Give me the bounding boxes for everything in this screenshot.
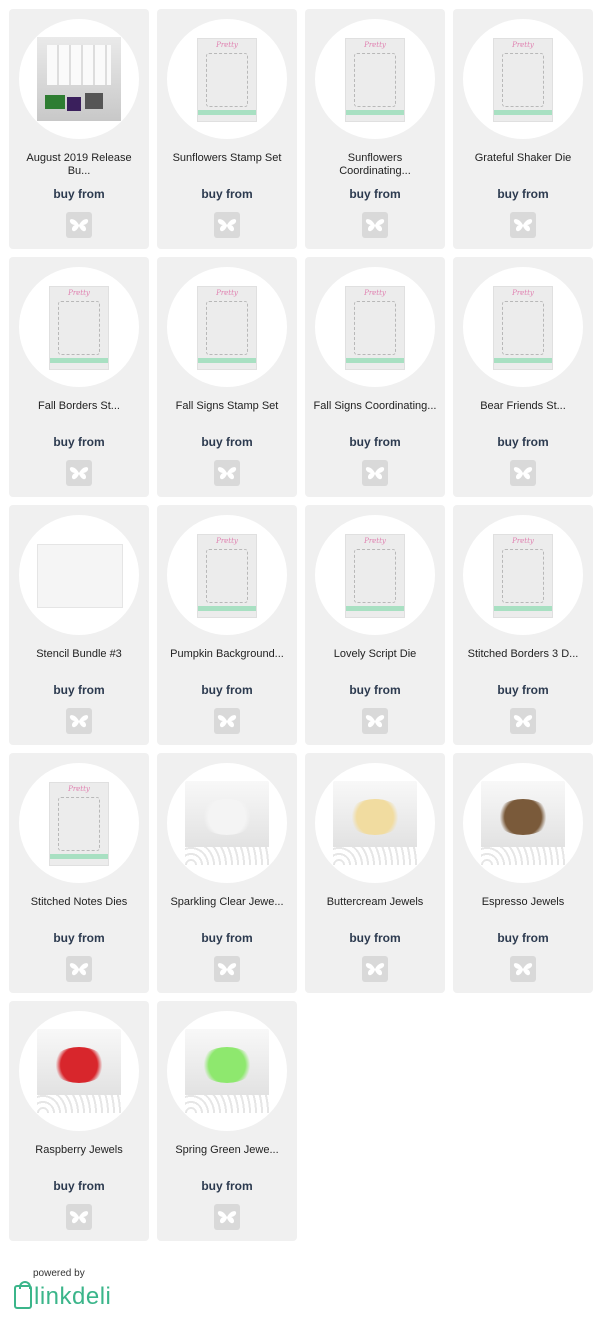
store-button[interactable] bbox=[510, 460, 536, 486]
store-button[interactable] bbox=[362, 460, 388, 486]
product-thumb-circle[interactable] bbox=[167, 763, 287, 883]
butterfly-icon bbox=[69, 961, 89, 977]
product-image: Pretty bbox=[49, 782, 109, 866]
product-card[interactable] bbox=[453, 257, 593, 497]
product-thumb-circle[interactable] bbox=[19, 267, 139, 387]
store-button[interactable] bbox=[214, 956, 240, 982]
product-title[interactable]: Stencil Bundle #3 bbox=[36, 648, 122, 660]
product-image: Pretty bbox=[345, 534, 405, 618]
store-button[interactable] bbox=[66, 1204, 92, 1230]
product-title[interactable]: Pumpkin Background... bbox=[170, 648, 284, 660]
product-title[interactable]: Stitched Notes Dies bbox=[30, 896, 128, 908]
product-card[interactable] bbox=[157, 9, 297, 249]
store-button[interactable] bbox=[214, 708, 240, 734]
product-image: Pretty bbox=[197, 534, 257, 618]
product-thumb-circle[interactable] bbox=[19, 515, 139, 635]
powered-by-text: powered by bbox=[33, 1268, 85, 1279]
product-thumb-circle[interactable] bbox=[19, 19, 139, 139]
product-thumb-circle[interactable] bbox=[463, 19, 583, 139]
butterfly-icon bbox=[513, 217, 533, 233]
product-thumb-circle[interactable] bbox=[19, 1011, 139, 1131]
product-card[interactable] bbox=[305, 505, 445, 745]
product-image: Pretty bbox=[49, 286, 109, 370]
store-button[interactable] bbox=[362, 212, 388, 238]
product-image: Pretty bbox=[493, 534, 553, 618]
buy-from-label[interactable]: buy from bbox=[201, 931, 253, 945]
product-card[interactable] bbox=[9, 753, 149, 993]
product-title[interactable]: Sunflowers Coordinating... bbox=[339, 152, 411, 177]
jewel-pile bbox=[199, 1047, 255, 1083]
product-title[interactable]: Raspberry Jewels bbox=[35, 1144, 123, 1156]
buy-from-label[interactable]: buy from bbox=[497, 435, 549, 449]
product-image bbox=[481, 781, 565, 865]
product-thumb-circle[interactable] bbox=[315, 763, 435, 883]
buy-from-label[interactable]: buy from bbox=[349, 683, 401, 697]
butterfly-icon bbox=[69, 1209, 89, 1225]
butterfly-icon bbox=[217, 961, 237, 977]
store-button[interactable] bbox=[362, 708, 388, 734]
jewel-pile bbox=[347, 799, 403, 835]
product-thumb-circle[interactable] bbox=[167, 515, 287, 635]
product-card[interactable] bbox=[9, 9, 149, 249]
product-grid bbox=[9, 9, 596, 1241]
butterfly-icon bbox=[513, 465, 533, 481]
product-title[interactable]: Grateful Shaker Die bbox=[474, 152, 572, 164]
store-button[interactable] bbox=[214, 460, 240, 486]
store-button[interactable] bbox=[510, 956, 536, 982]
product-card[interactable] bbox=[157, 257, 297, 497]
product-image: Pretty bbox=[493, 286, 553, 370]
product-image bbox=[333, 781, 417, 865]
product-card[interactable] bbox=[305, 753, 445, 993]
butterfly-icon bbox=[217, 1209, 237, 1225]
store-button[interactable] bbox=[510, 708, 536, 734]
store-button[interactable] bbox=[66, 956, 92, 982]
product-title[interactable]: Fall Signs Stamp Set bbox=[175, 400, 279, 412]
product-image: Pretty bbox=[345, 286, 405, 370]
product-thumb-circle[interactable] bbox=[19, 763, 139, 883]
product-thumb-circle[interactable] bbox=[463, 763, 583, 883]
butterfly-icon bbox=[69, 217, 89, 233]
product-thumb-circle[interactable] bbox=[167, 19, 287, 139]
store-button[interactable] bbox=[66, 460, 92, 486]
product-card[interactable] bbox=[305, 9, 445, 249]
product-card[interactable] bbox=[305, 257, 445, 497]
product-image bbox=[185, 1029, 269, 1113]
product-card[interactable] bbox=[9, 505, 149, 745]
product-image: Pretty bbox=[493, 38, 553, 122]
product-title[interactable]: Bear Friends St... bbox=[480, 400, 566, 412]
product-thumb-circle[interactable] bbox=[315, 515, 435, 635]
buy-from-label[interactable]: buy from bbox=[53, 435, 105, 449]
store-button[interactable] bbox=[510, 212, 536, 238]
product-title[interactable]: Sunflowers Stamp Set bbox=[172, 152, 282, 164]
store-button[interactable] bbox=[362, 956, 388, 982]
butterfly-icon bbox=[217, 465, 237, 481]
product-card[interactable] bbox=[9, 257, 149, 497]
product-thumb-circle[interactable] bbox=[463, 515, 583, 635]
jewel-pile bbox=[51, 1047, 107, 1083]
store-button[interactable] bbox=[214, 212, 240, 238]
buy-from-label[interactable]: buy from bbox=[53, 931, 105, 945]
buy-from-label[interactable]: buy from bbox=[201, 435, 253, 449]
buy-from-label[interactable]: buy from bbox=[497, 187, 549, 201]
product-thumb-circle[interactable] bbox=[167, 1011, 287, 1131]
jewel-pile bbox=[199, 799, 255, 835]
product-title[interactable]: Buttercream Jewels bbox=[326, 896, 424, 908]
product-card[interactable] bbox=[157, 1001, 297, 1241]
product-title[interactable]: Fall Signs Coordinating... bbox=[313, 400, 437, 412]
product-image: Pretty bbox=[345, 38, 405, 122]
butterfly-icon bbox=[365, 217, 385, 233]
buy-from-label[interactable]: buy from bbox=[53, 1179, 105, 1193]
product-card[interactable] bbox=[453, 505, 593, 745]
buy-from-label[interactable]: buy from bbox=[53, 683, 105, 697]
buy-from-label[interactable]: buy from bbox=[497, 931, 549, 945]
product-card[interactable] bbox=[453, 753, 593, 993]
product-image: Pretty bbox=[197, 286, 257, 370]
store-button[interactable] bbox=[66, 212, 92, 238]
buy-from-label[interactable]: buy from bbox=[349, 435, 401, 449]
product-title[interactable]: Espresso Jewels bbox=[481, 896, 565, 908]
buy-from-label[interactable]: buy from bbox=[497, 683, 549, 697]
store-button[interactable] bbox=[66, 708, 92, 734]
product-title[interactable]: Fall Borders St... bbox=[38, 400, 120, 412]
buy-from-label[interactable]: buy from bbox=[349, 187, 401, 201]
butterfly-icon bbox=[365, 713, 385, 729]
butterfly-icon bbox=[217, 713, 237, 729]
butterfly-icon bbox=[69, 465, 89, 481]
butterfly-icon bbox=[365, 961, 385, 977]
jewel-pile bbox=[495, 799, 551, 835]
store-button[interactable] bbox=[214, 1204, 240, 1230]
product-image bbox=[185, 781, 269, 865]
buy-from-label[interactable]: buy from bbox=[201, 1179, 253, 1193]
product-image bbox=[37, 1029, 121, 1113]
product-image: Pretty bbox=[197, 38, 257, 122]
product-title[interactable]: August 2019 Release Bu... bbox=[26, 152, 132, 177]
product-card[interactable] bbox=[9, 1001, 149, 1241]
brand-name: linkdeli bbox=[34, 1283, 112, 1310]
product-title[interactable]: Spring Green Jewe... bbox=[175, 1144, 279, 1156]
product-thumb-circle[interactable] bbox=[463, 267, 583, 387]
product-thumb-circle[interactable] bbox=[315, 19, 435, 139]
product-title[interactable]: Sparkling Clear Jewe... bbox=[170, 896, 284, 908]
product-card[interactable] bbox=[157, 753, 297, 993]
buy-from-label[interactable]: buy from bbox=[201, 187, 253, 201]
shopping-bag-icon bbox=[14, 1285, 32, 1309]
butterfly-icon bbox=[513, 713, 533, 729]
product-image bbox=[37, 544, 123, 608]
linkdeli-logo[interactable] bbox=[14, 1283, 111, 1311]
butterfly-icon bbox=[217, 217, 237, 233]
butterfly-icon bbox=[69, 713, 89, 729]
product-image bbox=[37, 37, 121, 121]
product-thumb-circle[interactable] bbox=[315, 267, 435, 387]
product-card[interactable] bbox=[453, 9, 593, 249]
butterfly-icon bbox=[365, 465, 385, 481]
buy-from-label[interactable]: buy from bbox=[53, 187, 105, 201]
buy-from-label[interactable]: buy from bbox=[201, 683, 253, 697]
product-title[interactable]: Stitched Borders 3 D... bbox=[467, 648, 579, 660]
product-thumb-circle[interactable] bbox=[167, 267, 287, 387]
buy-from-label[interactable]: buy from bbox=[349, 931, 401, 945]
product-title[interactable]: Lovely Script Die bbox=[333, 648, 417, 660]
product-card[interactable] bbox=[157, 505, 297, 745]
butterfly-icon bbox=[513, 961, 533, 977]
